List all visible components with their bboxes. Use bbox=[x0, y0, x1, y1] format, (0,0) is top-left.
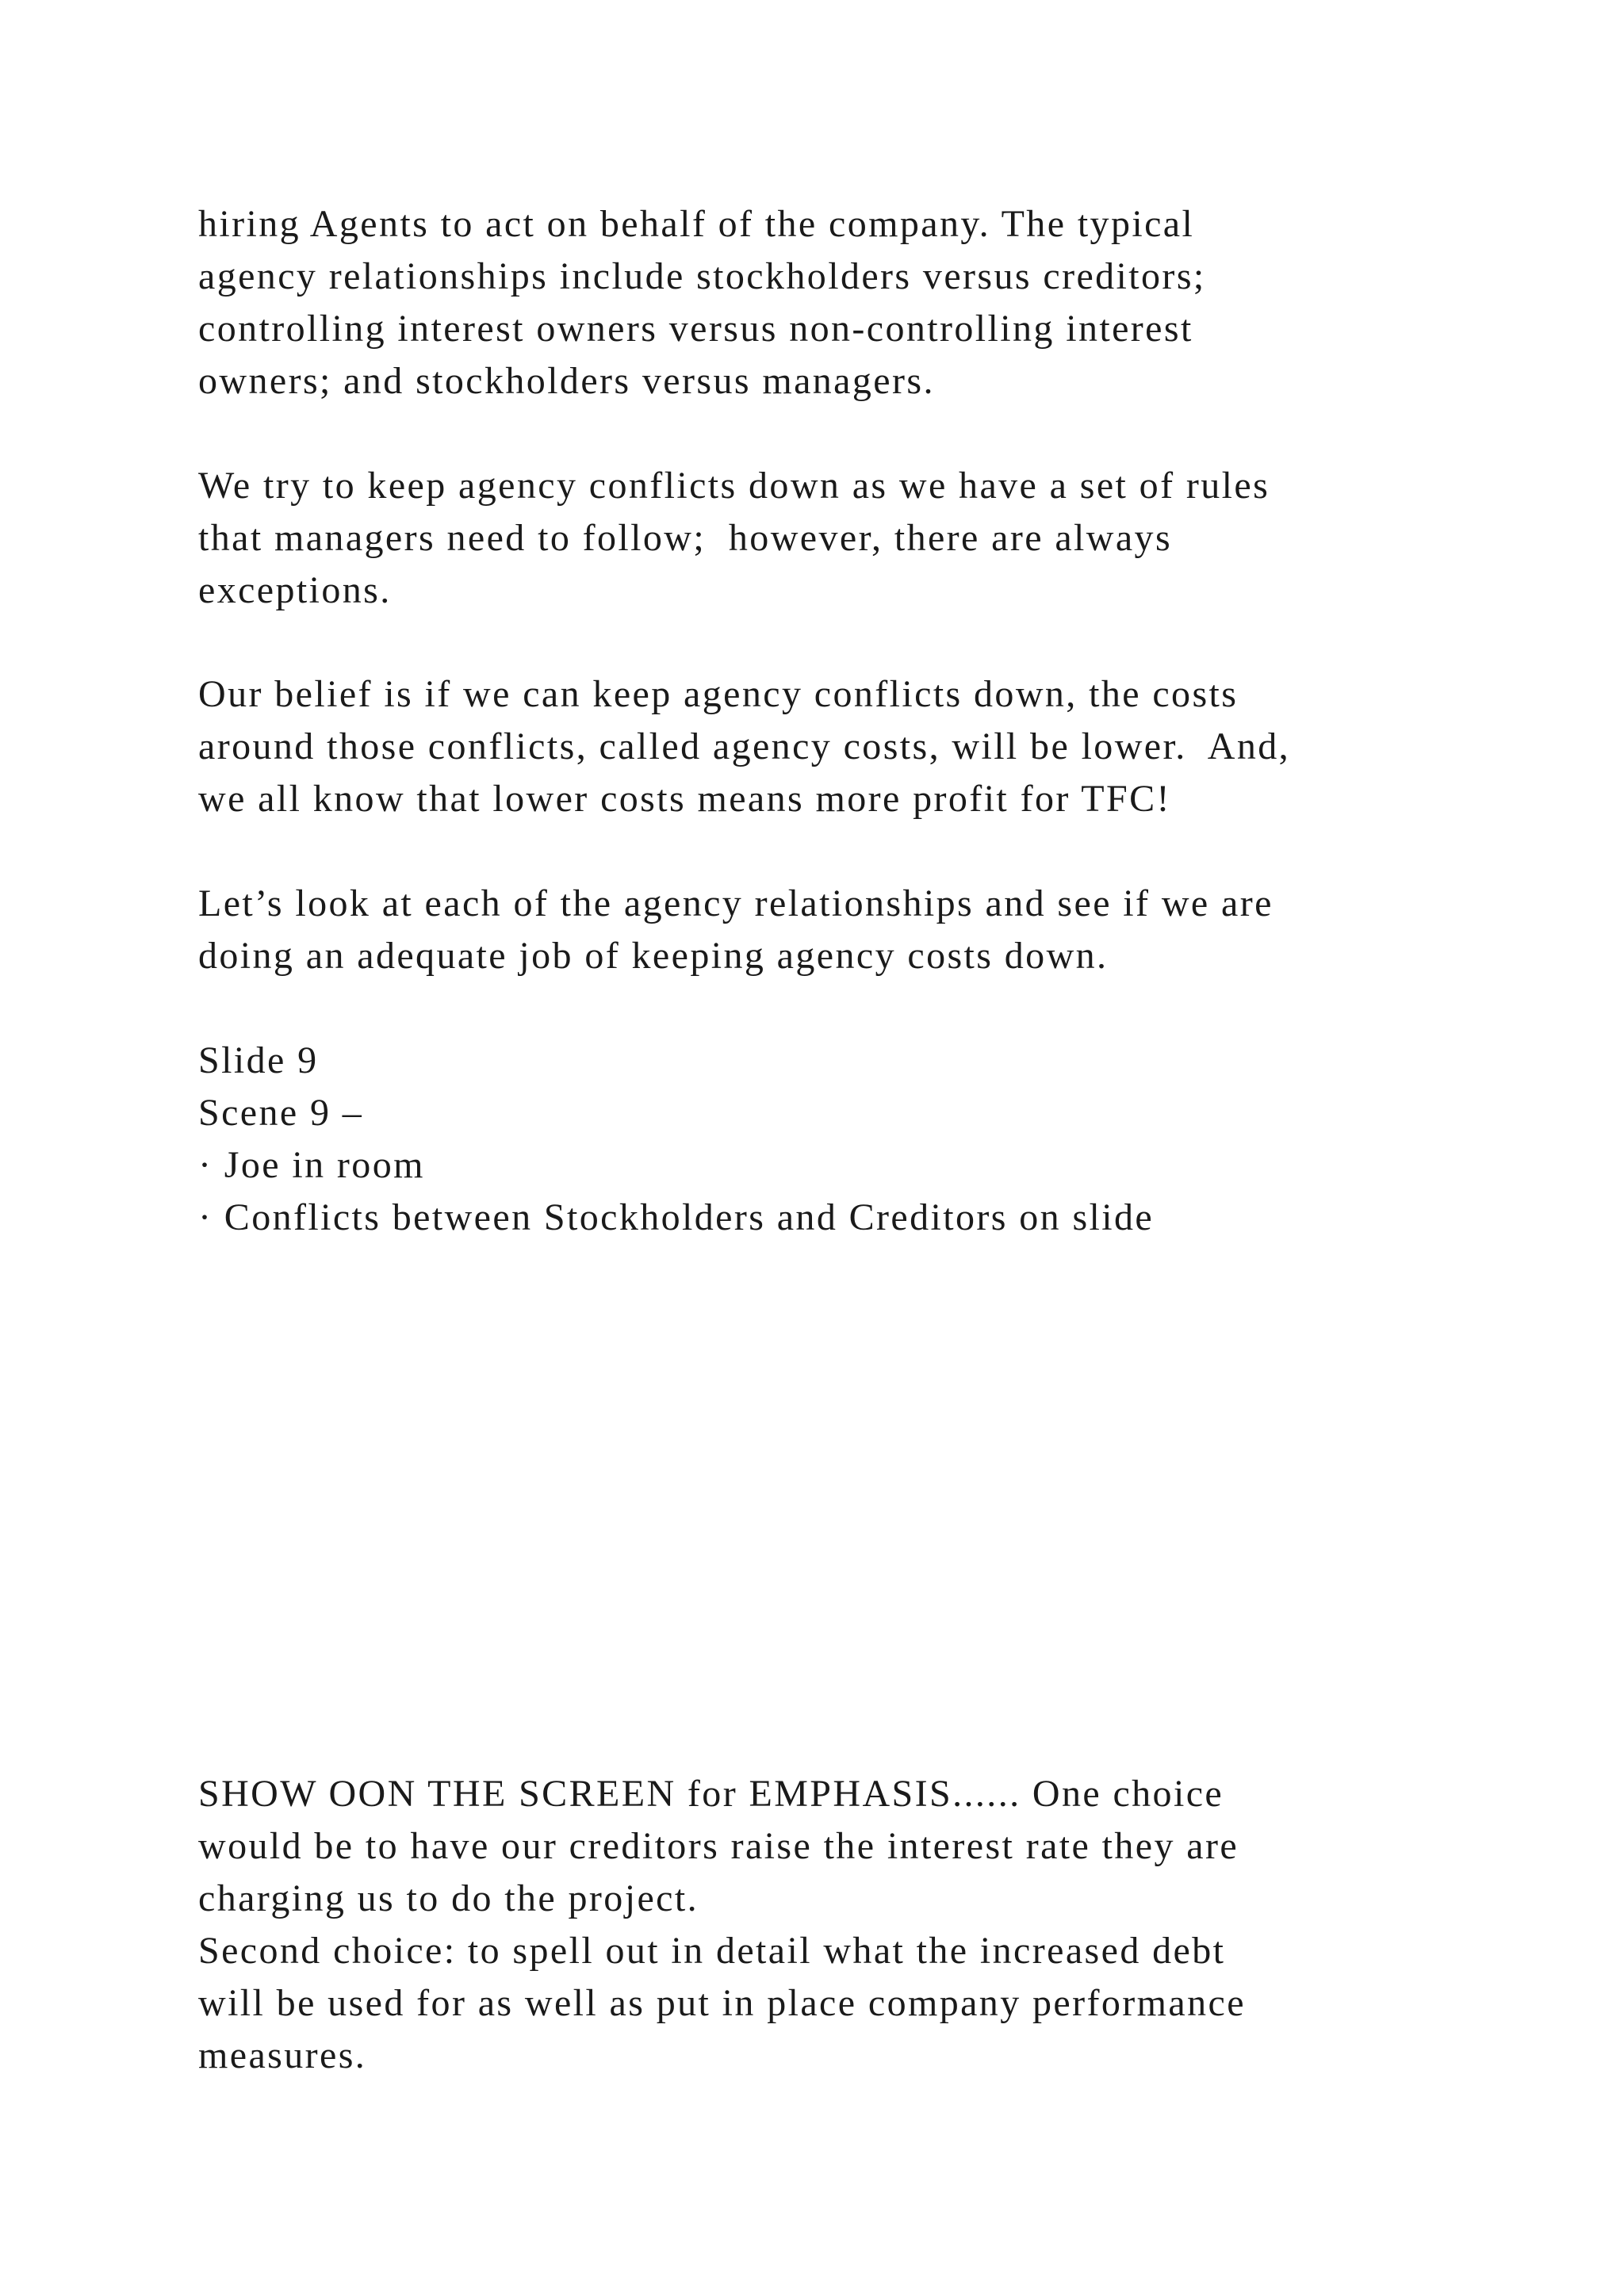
text-line: Second choice: to spell out in detail what the increased debt bbox=[198, 1930, 1226, 1972]
text-line: owners; and stockholders versus managers. bbox=[198, 360, 935, 402]
text-line: hiring Agents to act on behalf of the company. The typical bbox=[198, 203, 1195, 245]
paragraph-agency-conflicts-rules bbox=[198, 460, 1546, 617]
text-line: we all know that lower costs means more profit for TFC! bbox=[198, 778, 1171, 820]
text-line: SHOW OON THE SCREEN for EMPHASIS...... One choice bbox=[198, 1773, 1224, 1815]
text-line: would be to have our creditors raise the interest rate they are bbox=[198, 1825, 1239, 1867]
paragraph-look-at-relationships bbox=[198, 878, 1546, 982]
text-line: measures. bbox=[198, 2034, 367, 2076]
text-line: We try to keep agency conflicts down as we have a set of rules bbox=[198, 465, 1270, 507]
scene-bullet: · Conflicts between Stockholders and Creditors on slide bbox=[198, 1196, 1155, 1238]
scene-notes bbox=[198, 1035, 1546, 1244]
scene-bullet: · Joe in room bbox=[198, 1144, 425, 1186]
paragraph-emphasis-choices bbox=[198, 1768, 1546, 2082]
paragraph-agency-relationships bbox=[198, 198, 1546, 408]
text-line: will be used for as well as put in place company performance bbox=[198, 1982, 1246, 2024]
scene-number: Scene 9 – bbox=[198, 1092, 364, 1134]
text-line: controlling interest owners versus non-controlling interest bbox=[198, 308, 1193, 350]
text-line: charging us to do the project. bbox=[198, 1877, 699, 1919]
text-line: Our belief is if we can keep agency conflicts down, the costs bbox=[198, 673, 1239, 715]
text-line: doing an adequate job of keeping agency costs down. bbox=[198, 935, 1109, 977]
text-line: that managers need to follow; however, there are always bbox=[198, 517, 1173, 559]
paragraph-agency-costs bbox=[198, 668, 1546, 825]
text-line: Let’s look at each of the agency relationships and see if we are bbox=[198, 882, 1274, 924]
slide-number: Slide 9 bbox=[198, 1039, 319, 1081]
text-line: exceptions. bbox=[198, 569, 392, 611]
text-line: agency relationships include stockholders versus creditors; bbox=[198, 255, 1206, 297]
text-line: around those conflicts, called agency costs, will be lower. And, bbox=[198, 725, 1291, 767]
